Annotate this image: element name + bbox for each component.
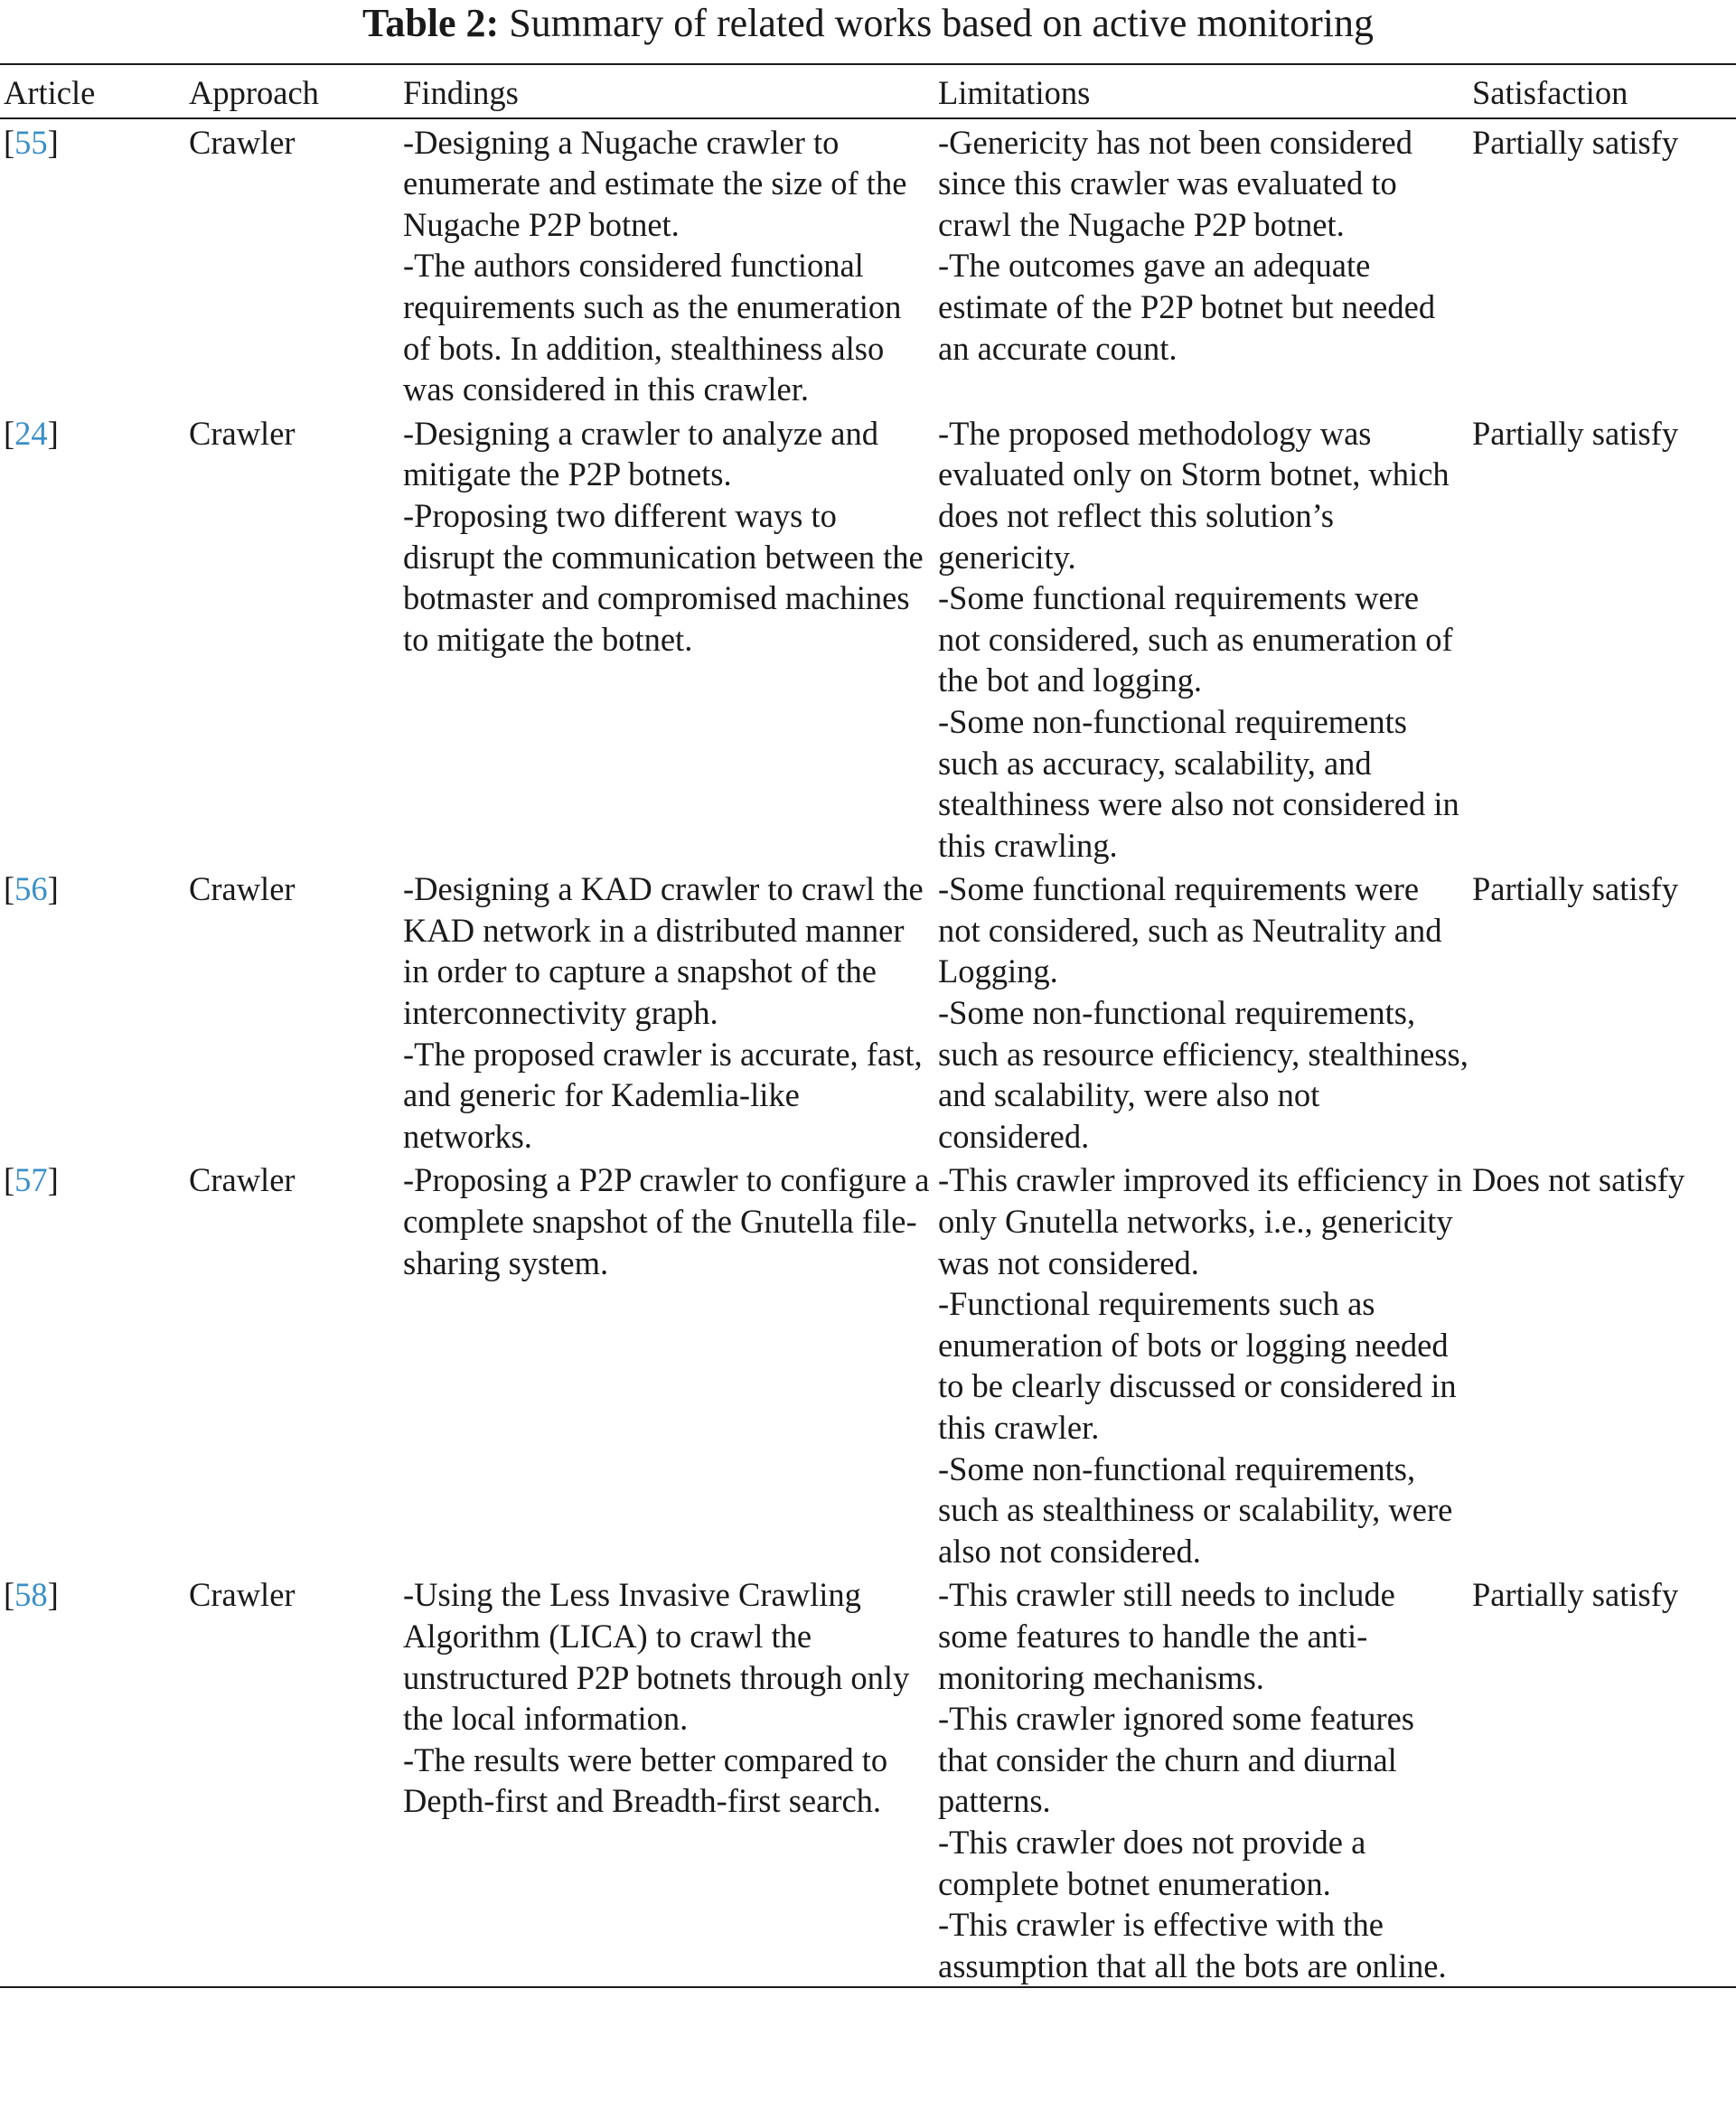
article-cell bbox=[0, 1157, 185, 1571]
header-approach: Approach bbox=[185, 64, 399, 118]
finding-item: -The authors considered functional requirements such as the enumeration of bots. In addition, stealthiness also was considered in this crawler. bbox=[403, 247, 902, 408]
ref-bracket-open: [ bbox=[4, 123, 15, 161]
header-satisfaction: Satisfaction bbox=[1469, 64, 1736, 118]
findings-cell bbox=[399, 1157, 934, 1571]
findings-cell bbox=[399, 410, 934, 867]
findings-cell bbox=[399, 1571, 934, 1987]
ref-bracket-open: [ bbox=[4, 870, 15, 908]
approach-cell: Crawler bbox=[189, 123, 296, 161]
approach-cell: Crawler bbox=[189, 870, 296, 908]
satisfaction-cell: Partially satisfy bbox=[1472, 414, 1679, 452]
article-cell bbox=[0, 410, 185, 867]
limitation-item: -The proposed methodology was evaluated only on Storm botnet, which does not reflect this solution’s genericity. bbox=[938, 414, 1450, 576]
limitations-cell bbox=[934, 118, 1469, 410]
approach-cell: Crawler bbox=[185, 1571, 399, 1987]
finding-item: -Designing a KAD crawler to crawl the KAD network in a distributed manner in order to capture a snapshot of the interconnectivity graph. bbox=[403, 870, 924, 1032]
limitation-item: -This crawler is effective with the assumption that all the bots are online. bbox=[938, 1906, 1447, 1984]
limitation-item: -Some non-functional requirements, such as stealthiness or scalability, were also not considered. bbox=[938, 1449, 1453, 1570]
reference-link[interactable]: 24 bbox=[14, 414, 48, 452]
table-body bbox=[0, 118, 1736, 1988]
finding-item: -The proposed crawler is accurate, fast, and generic for Kademlia-like networks. bbox=[403, 1035, 923, 1155]
approach-cell: Crawler bbox=[189, 1161, 296, 1199]
limitation-item: -This crawler still needs to include some features to handle the anti-monitoring mechanisms. bbox=[938, 1576, 1395, 1696]
limitation-item: -The outcomes gave an adequate estimate of the P2P botnet but needed an accurate count. bbox=[938, 247, 1436, 367]
table-row bbox=[0, 866, 1736, 1157]
article-cell bbox=[0, 866, 185, 1157]
satisfaction-cell: Partially satisfy bbox=[1469, 1571, 1736, 1987]
findings-cell bbox=[399, 866, 934, 1157]
ref-bracket-close: ] bbox=[47, 123, 59, 161]
ref-bracket-close: ] bbox=[47, 414, 59, 452]
finding-item: -Proposing two different ways to disrupt the communication between the botmaster and compromised machines to mitigate the botnet. bbox=[403, 496, 924, 658]
reference-link[interactable]: 57 bbox=[14, 1161, 48, 1199]
header-limitations: Limitations bbox=[934, 64, 1469, 118]
ref-bracket-open: [ bbox=[4, 414, 15, 452]
table-row bbox=[0, 118, 1736, 410]
limitation-item: -Some functional requirements were not considered, such as enumeration of the bot and logging. bbox=[938, 579, 1453, 699]
limitation-item: -Functional requirements such as enumeration of bots or logging needed to be clearly discussed or considered in this crawler. bbox=[938, 1285, 1457, 1446]
ref-bracket-close: ] bbox=[47, 1576, 59, 1614]
finding-item: -Using the Less Invasive Crawling Algorithm (LICA) to crawl the unstructured P2P botnets through only the local information. bbox=[403, 1576, 910, 1738]
ref-bracket-close: ] bbox=[47, 870, 59, 908]
table-row bbox=[0, 1157, 1736, 1571]
limitation-item: -Some non-functional requirements such as accuracy, scalability, and stealthiness were also not considered in this crawling. bbox=[938, 702, 1459, 864]
table-caption bbox=[0, 0, 1736, 56]
ref-bracket-open: [ bbox=[4, 1576, 15, 1614]
satisfaction-cell: Partially satisfy bbox=[1472, 123, 1679, 161]
finding-item: -Designing a crawler to analyze and mitigate the P2P botnets. bbox=[403, 414, 878, 493]
table-row bbox=[0, 410, 1736, 867]
limitation-item: -Some non-functional requirements, such as resource efficiency, stealthiness, and scalability, were also not considered. bbox=[938, 994, 1469, 1155]
reference-link[interactable]: 55 bbox=[14, 123, 48, 161]
finding-item: -Proposing a P2P crawler to configure a complete snapshot of the Gnutella file-sharing system. bbox=[403, 1161, 930, 1281]
limitations-cell bbox=[934, 866, 1469, 1157]
finding-item: -The results were better compared to Depth-first and Breadth-first search. bbox=[403, 1740, 888, 1820]
findings-cell bbox=[399, 118, 934, 410]
table-caption-label: Table 2: bbox=[362, 1, 500, 45]
header-article: Article bbox=[0, 64, 185, 118]
table-header-row bbox=[0, 64, 1736, 118]
header-findings: Findings bbox=[399, 64, 934, 118]
limitation-item: -Genericity has not been considered since this crawler was evaluated to crawl the Nugache P2P botnet. bbox=[938, 123, 1412, 243]
reference-link[interactable]: 58 bbox=[14, 1576, 48, 1614]
limitations-cell bbox=[934, 1571, 1469, 1987]
table-caption-text: Summary of related works based on active monitoring bbox=[499, 1, 1374, 45]
limitations-cell bbox=[934, 1157, 1469, 1571]
article-cell bbox=[0, 1571, 185, 1987]
approach-cell: Crawler bbox=[189, 414, 296, 452]
limitations-cell bbox=[934, 410, 1469, 867]
satisfaction-cell: Partially satisfy bbox=[1472, 870, 1679, 908]
limitation-item: -This crawler does not provide a complete botnet enumeration. bbox=[938, 1823, 1366, 1902]
limitation-item: -Some functional requirements were not considered, such as Neutrality and Logging. bbox=[938, 870, 1442, 990]
satisfaction-cell: Does not satisfy bbox=[1472, 1161, 1685, 1199]
reference-link[interactable]: 56 bbox=[14, 870, 48, 908]
summary-table bbox=[0, 63, 1736, 1988]
ref-bracket-open: [ bbox=[4, 1161, 15, 1199]
finding-item: -Designing a Nugache crawler to enumerate and estimate the size of the Nugache P2P botnet. bbox=[403, 123, 907, 243]
ref-bracket-close: ] bbox=[47, 1161, 59, 1199]
article-cell bbox=[0, 118, 185, 410]
table-row bbox=[0, 1571, 1736, 1987]
limitation-item: -This crawler improved its efficiency in only Gnutella networks, i.e., genericity was not considered. bbox=[938, 1161, 1463, 1281]
limitation-item: -This crawler ignored some features that consider the churn and diurnal patterns. bbox=[938, 1700, 1415, 1820]
